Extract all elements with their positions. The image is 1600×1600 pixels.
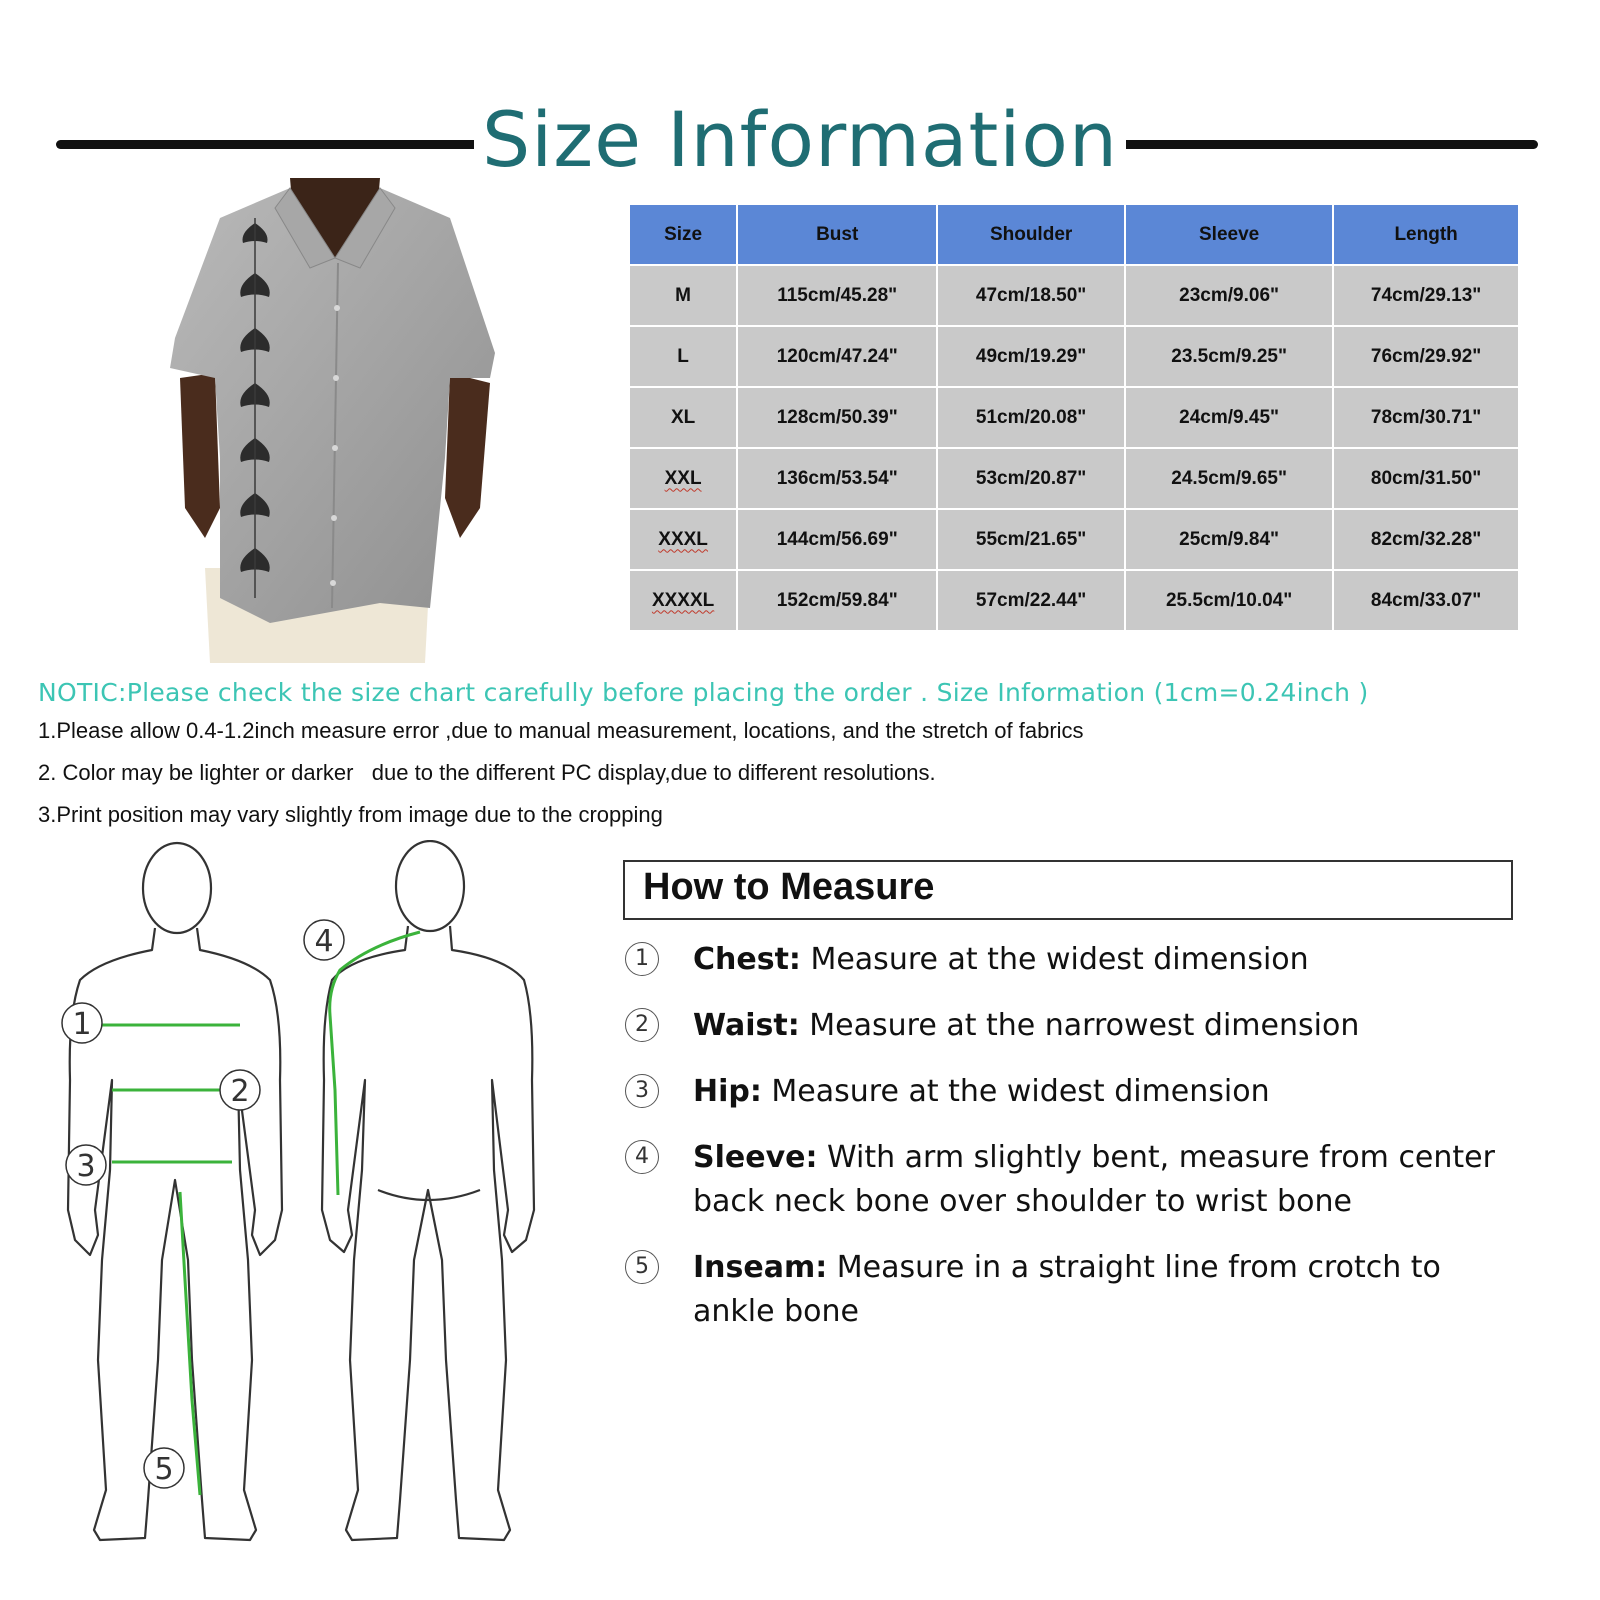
number-2-icon: 2: [625, 1008, 659, 1042]
cell-size: XXL: [629, 448, 737, 509]
cell-size: M: [629, 265, 737, 326]
table-row: [629, 448, 1519, 509]
how-to-measure-header: [623, 860, 1513, 920]
note-1: 1.Please allow 0.4-1.2inch measure error ,due to manual measurement, locations, and the stretch of fabrics: [38, 718, 1084, 743]
table-row: [629, 326, 1519, 387]
size-table: [628, 203, 1520, 632]
cell-shoulder: 57cm/22.44": [937, 570, 1125, 631]
marker-1: 1: [72, 1007, 92, 1042]
cell-shoulder: 47cm/18.50": [937, 265, 1125, 326]
cell-sleeve: 23.5cm/9.25": [1125, 326, 1333, 387]
marker-5: 5: [154, 1452, 174, 1487]
body-measurement-figures: [40, 840, 580, 1580]
marker-3: 3: [76, 1149, 96, 1184]
how-to-measure-title: How to Measure: [643, 866, 935, 908]
note-3: 3.Print position may vary slightly from image due to the cropping: [38, 802, 663, 827]
cell-shoulder: 51cm/20.08": [937, 387, 1125, 448]
cell-bust: 128cm/50.39": [737, 387, 937, 448]
cell-bust: 144cm/56.69": [737, 509, 937, 570]
notice-text: NOTIC:Please check the size chart carefully before placing the order . Size Information (1cm=0.24inch ): [38, 678, 1369, 707]
cell-length: 76cm/29.92": [1333, 326, 1519, 387]
page-title: Size Information: [0, 90, 1600, 190]
cell-size: XXXXL: [629, 570, 737, 631]
marker-4: 4: [314, 924, 334, 959]
cell-sleeve: 25cm/9.84": [1125, 509, 1333, 570]
table-header-row: [629, 204, 1519, 265]
col-shoulder: Shoulder: [937, 204, 1125, 265]
cell-length: 80cm/31.50": [1333, 448, 1519, 509]
marker-2: 2: [230, 1074, 250, 1109]
note-2: 2. Color may be lighter or darker due to the different PC display,due to different resolutions.: [38, 760, 936, 785]
cell-length: 78cm/30.71": [1333, 387, 1519, 448]
cell-length: 84cm/33.07": [1333, 570, 1519, 631]
number-4-icon: 4: [625, 1140, 659, 1174]
col-size: Size: [629, 204, 737, 265]
number-5-icon: 5: [625, 1250, 659, 1284]
cell-size: XL: [629, 387, 737, 448]
number-3-icon: 3: [625, 1074, 659, 1108]
cell-size: XXXL: [629, 509, 737, 570]
table-row: [629, 387, 1519, 448]
cell-shoulder: 55cm/21.65": [937, 509, 1125, 570]
shirt-photo: [160, 178, 510, 663]
table-row: [629, 265, 1519, 326]
cell-shoulder: 53cm/20.87": [937, 448, 1125, 509]
cell-bust: 115cm/45.28": [737, 265, 937, 326]
cell-sleeve: 23cm/9.06": [1125, 265, 1333, 326]
cell-length: 74cm/29.13": [1333, 265, 1519, 326]
cell-sleeve: 25.5cm/10.04": [1125, 570, 1333, 631]
col-length: Length: [1333, 204, 1519, 265]
cell-size: L: [629, 326, 737, 387]
cell-shoulder: 49cm/19.29": [937, 326, 1125, 387]
cell-bust: 152cm/59.84": [737, 570, 937, 631]
col-sleeve: Sleeve: [1125, 204, 1333, 265]
cell-length: 82cm/32.28": [1333, 509, 1519, 570]
table-row: [629, 570, 1519, 631]
table-row: [629, 509, 1519, 570]
col-bust: Bust: [737, 204, 937, 265]
number-1-icon: 1: [625, 942, 659, 976]
cell-bust: 120cm/47.24": [737, 326, 937, 387]
cell-bust: 136cm/53.54": [737, 448, 937, 509]
cell-sleeve: 24cm/9.45": [1125, 387, 1333, 448]
cell-sleeve: 24.5cm/9.65": [1125, 448, 1333, 509]
